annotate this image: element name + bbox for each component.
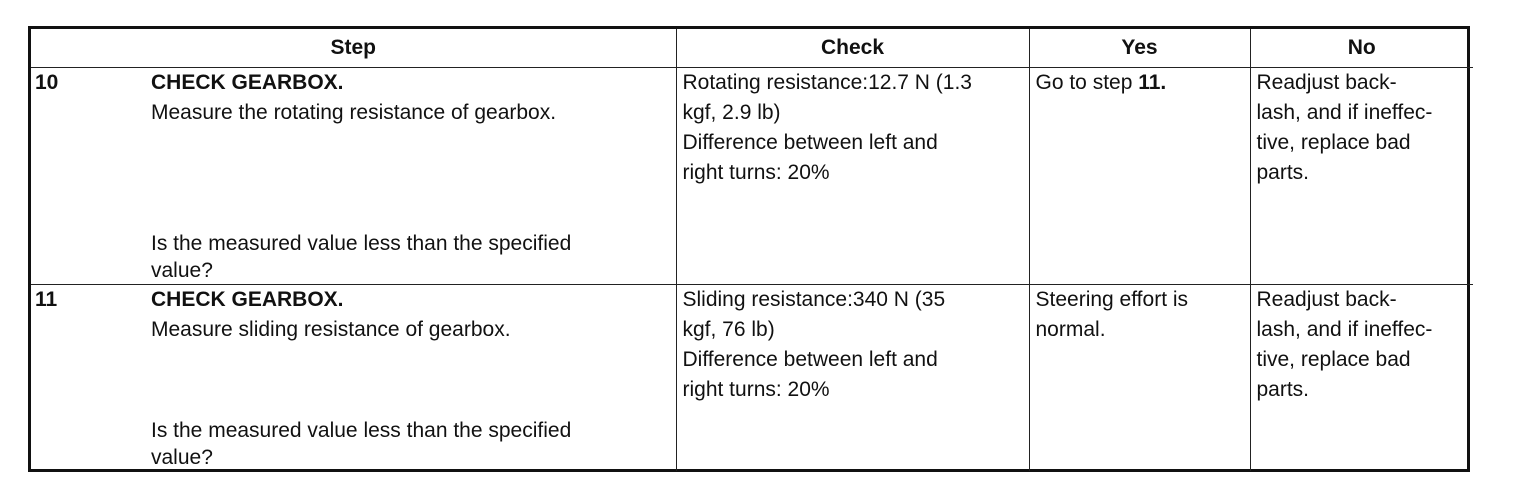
header-check: Check <box>676 29 1029 68</box>
table-header-row <box>31 29 1473 68</box>
step-title: CHECK GEARBOX. <box>151 288 344 311</box>
no-cell <box>1250 68 1473 285</box>
table-row <box>31 285 1473 472</box>
step-body <box>151 285 668 471</box>
check-line: kgf, 76 lb) <box>682 318 775 341</box>
no-cell <box>1250 285 1473 472</box>
no-line: Readjust back- <box>1256 71 1397 94</box>
step-question <box>151 230 668 284</box>
step-body <box>151 68 668 284</box>
yes-cell <box>1029 285 1250 472</box>
step-question-line: Is the measured value less than the specified <box>151 419 572 442</box>
no-line: parts. <box>1256 378 1310 401</box>
check-line: Sliding resistance:340 N (35 <box>682 288 946 311</box>
header-no: No <box>1250 29 1473 68</box>
check-line: Difference between left and <box>682 348 938 371</box>
header-step: Step <box>31 29 676 68</box>
no-line: lash, and if ineffec- <box>1256 101 1433 124</box>
step-description: Measure sliding resistance of gearbox. <box>151 318 511 341</box>
check-line: right turns: 20% <box>682 378 830 401</box>
table-row <box>31 68 1473 285</box>
step-cell <box>31 285 676 472</box>
no-line: lash, and if ineffec- <box>1256 318 1433 341</box>
step-number: 11 <box>35 288 58 311</box>
no-line: tive, replace bad <box>1256 348 1411 371</box>
check-line: Difference between left and <box>682 131 938 154</box>
no-line: Readjust back- <box>1256 288 1397 311</box>
step-question <box>151 417 668 471</box>
check-line: kgf, 2.9 lb) <box>682 101 781 124</box>
step-question-line: value? <box>151 446 213 469</box>
check-line: Rotating resistance:12.7 N (1.3 <box>682 71 972 94</box>
step-title: CHECK GEARBOX. <box>151 71 344 94</box>
check-line: right turns: 20% <box>682 161 830 184</box>
step-number: 10 <box>35 71 59 94</box>
check-cell <box>676 68 1029 285</box>
diagnostic-table-grid <box>31 29 1473 471</box>
no-line: tive, replace bad <box>1256 131 1411 154</box>
diagnostic-table <box>28 26 1470 472</box>
yes-text: Go to step <box>1035 71 1139 94</box>
yes-step-link: 11. <box>1138 71 1167 94</box>
header-yes: Yes <box>1029 29 1250 68</box>
no-line: parts. <box>1256 161 1310 184</box>
yes-line: Steering effort is <box>1035 288 1189 311</box>
step-question-line: Is the measured value less than the specified <box>151 232 572 255</box>
step-cell <box>31 68 676 285</box>
step-question-line: value? <box>151 259 213 282</box>
step-description: Measure the rotating resistance of gearbox. <box>151 101 557 124</box>
yes-cell <box>1029 68 1250 285</box>
yes-line: normal. <box>1035 318 1106 341</box>
check-cell <box>676 285 1029 472</box>
